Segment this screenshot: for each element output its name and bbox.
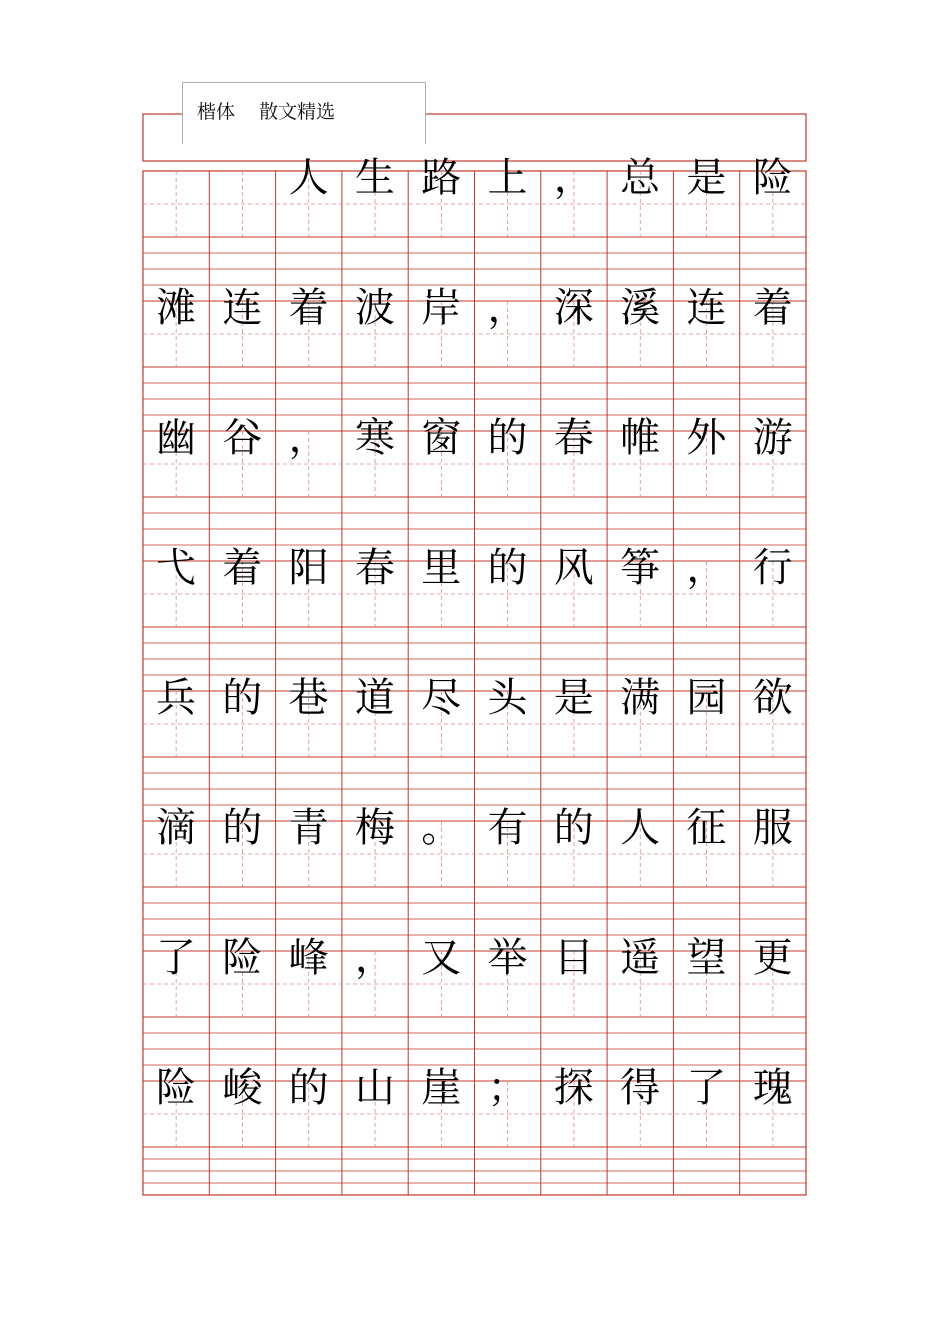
grid-character: 幽 [156, 415, 196, 461]
grid-character: ， [354, 935, 395, 981]
grid-character: ， [487, 285, 528, 331]
grid-character: 的 [288, 1065, 329, 1111]
grid-character: 了 [686, 1065, 727, 1111]
grid-character: 波 [354, 285, 395, 331]
grid-character: 服 [752, 805, 793, 851]
grid-character: 生 [354, 155, 395, 201]
grid-character: 的 [487, 545, 528, 591]
grid-character: 得 [620, 1065, 661, 1111]
grid-character: 崖 [421, 1065, 462, 1111]
grid-character: 峰 [288, 935, 329, 981]
grid-character: 里 [421, 545, 462, 591]
grid-character: 春 [354, 545, 395, 591]
grid-character: 风 [553, 545, 594, 591]
grid-character: 筝 [620, 545, 661, 591]
grid-character: 梅 [354, 805, 395, 851]
grid-character: 尽 [421, 675, 462, 721]
grid-character: 春 [553, 415, 594, 461]
grid-character: 连 [222, 285, 263, 331]
grid-character: 瑰 [752, 1065, 793, 1111]
grid-character: 望 [686, 935, 727, 981]
grid-character: 有 [487, 805, 528, 851]
grid-character: ； [487, 1065, 528, 1111]
grid-character: 人 [620, 805, 661, 851]
grid-character: 举 [487, 935, 528, 981]
grid-character: 上 [487, 155, 528, 201]
grid-character: 遥 [620, 935, 661, 981]
grid-character: 的 [222, 675, 263, 721]
grid-character: 又 [421, 935, 462, 981]
grid-character: 。 [421, 805, 462, 851]
header-title: 楷体 散文精选 [197, 101, 336, 123]
grid-character: 人 [288, 155, 329, 201]
header-tab [182, 82, 426, 144]
grid-character: 谷 [222, 415, 263, 461]
grid-character: 兵 [156, 675, 196, 721]
grid-character: 的 [487, 415, 528, 461]
grid-character: 探 [553, 1065, 594, 1111]
grid-character: 外 [686, 415, 727, 461]
grid-character: 更 [752, 935, 793, 981]
grid-character: 岸 [421, 285, 462, 331]
grid-character: 是 [686, 155, 727, 201]
grid-character: 征 [686, 805, 727, 851]
grid-character: 的 [553, 805, 594, 851]
grid-character: 巷 [288, 675, 329, 721]
grid-character: 峻 [222, 1065, 263, 1111]
grid-character: 道 [354, 675, 395, 721]
grid-character: 险 [222, 935, 263, 981]
grid-character: 头 [487, 675, 528, 721]
grid-character: 目 [553, 935, 594, 981]
grid-character: 滴 [156, 805, 196, 851]
grid-character: 着 [752, 285, 793, 331]
grid-character: 溪 [620, 285, 661, 331]
grid-character: 欲 [752, 675, 793, 721]
grid-character: 是 [553, 675, 594, 721]
grid-character: ， [553, 155, 594, 201]
grid-character: 险 [156, 1065, 196, 1111]
grid-character: 的 [222, 805, 263, 851]
grid-character: 深 [553, 285, 594, 331]
grid-character: 园 [686, 675, 727, 721]
grid-character: 总 [620, 155, 661, 201]
grid-character: 连 [686, 285, 727, 331]
grid-character: 游 [752, 415, 793, 461]
grid-character: 了 [156, 935, 196, 981]
grid-character: 窗 [421, 415, 462, 461]
grid-character: 寒 [354, 415, 395, 461]
grid-character: 青 [288, 805, 329, 851]
grid-character: 山 [354, 1065, 395, 1111]
grid-character: 弋 [156, 545, 196, 591]
grid-character: 满 [620, 675, 661, 721]
grid-character: 阳 [288, 545, 329, 591]
grid-character: 行 [752, 545, 793, 591]
grid-character: 路 [421, 155, 462, 201]
grid-character: 着 [288, 285, 329, 331]
grid-character: 帷 [620, 415, 661, 461]
grid-character: 险 [752, 155, 793, 201]
grid-character: 滩 [156, 285, 196, 331]
grid-character: ， [686, 545, 727, 591]
grid-character: ， [288, 415, 329, 461]
grid-character: 着 [222, 545, 263, 591]
